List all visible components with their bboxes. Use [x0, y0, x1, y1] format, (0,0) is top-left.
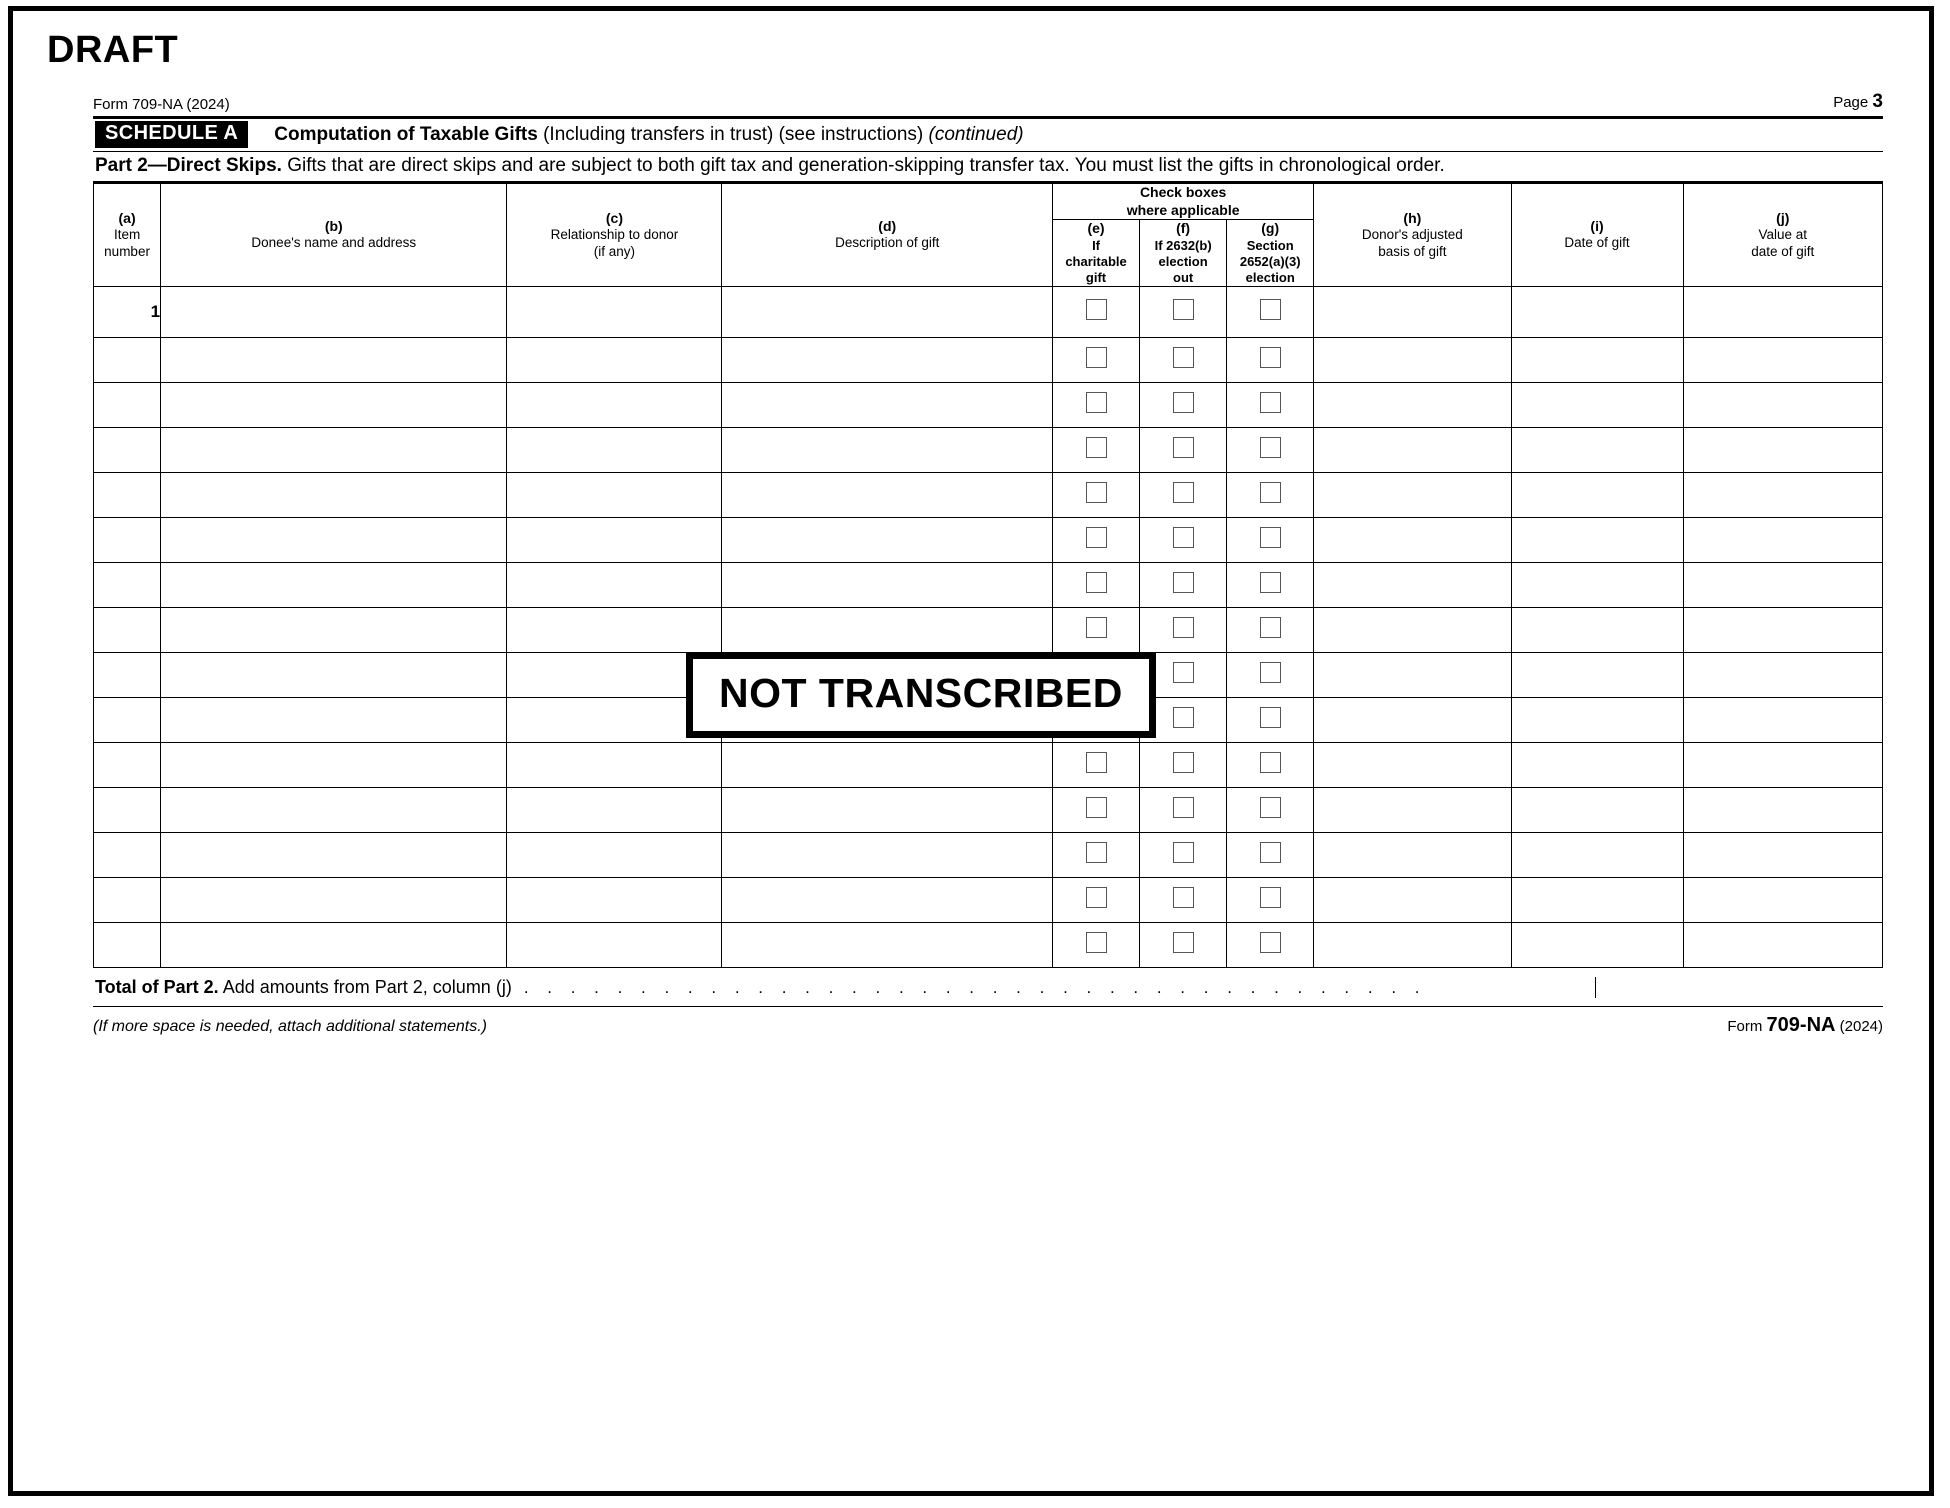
- footer-note: (If more space is needed, attach additional statements.): [93, 1018, 487, 1036]
- row-basis-field[interactable]: [1314, 878, 1511, 923]
- row-donee-field[interactable]: [161, 383, 507, 428]
- row-election-out-checkbox-cell[interactable]: [1140, 338, 1227, 383]
- col-header-a: [94, 184, 161, 287]
- table-body: [94, 287, 1883, 968]
- row-value-field[interactable]: [1683, 608, 1882, 653]
- row-basis-field[interactable]: [1314, 743, 1511, 788]
- col-letter-g: (g): [1261, 220, 1280, 236]
- row-section-election-checkbox-cell[interactable]: [1227, 923, 1314, 968]
- total-section: [93, 968, 1883, 1007]
- checkbox-election-out[interactable]: [1173, 299, 1194, 320]
- part2-label: Part 2—Direct Skips.: [95, 155, 282, 176]
- table-row: [94, 338, 1883, 383]
- row-item-number: [94, 653, 161, 698]
- row-section-election-checkbox-cell[interactable]: [1227, 653, 1314, 698]
- row-date-field[interactable]: [1511, 518, 1683, 563]
- row-value-field[interactable]: [1683, 878, 1882, 923]
- table-row: [94, 878, 1883, 923]
- checkbox-charitable[interactable]: [1086, 299, 1107, 320]
- row-donee-field[interactable]: [161, 518, 507, 563]
- checkbox-election-out[interactable]: [1173, 617, 1194, 638]
- row-date-field[interactable]: [1511, 923, 1683, 968]
- checkbox-charitable[interactable]: [1086, 932, 1107, 953]
- row-election-out-checkbox-cell[interactable]: [1140, 788, 1227, 833]
- row-item-number: [94, 878, 161, 923]
- form-reference: Form 709-NA (2024): [93, 96, 230, 113]
- col-letter-a: (a): [118, 209, 136, 226]
- row-basis-field[interactable]: [1314, 287, 1511, 338]
- checkbox-section-election[interactable]: [1260, 437, 1281, 458]
- row-donee-field[interactable]: [161, 608, 507, 653]
- draft-watermark: DRAFT: [47, 29, 179, 71]
- row-election-out-checkbox-cell[interactable]: [1140, 608, 1227, 653]
- row-relationship-field[interactable]: [507, 608, 722, 653]
- row-item-number: 1: [94, 287, 161, 338]
- checkbox-section-election[interactable]: [1260, 347, 1281, 368]
- row-donee-field[interactable]: [161, 653, 507, 698]
- checkbox-election-out[interactable]: [1173, 347, 1194, 368]
- col-header-f: [1140, 220, 1227, 287]
- checkbox-section-election[interactable]: [1260, 887, 1281, 908]
- table-row: [94, 473, 1883, 518]
- col-label-g: Section 2652(a)(3) election: [1239, 237, 1301, 285]
- row-relationship-field[interactable]: [507, 473, 722, 518]
- row-section-election-checkbox-cell[interactable]: [1227, 338, 1314, 383]
- col-letter-j: (j): [1776, 209, 1790, 226]
- row-charitable-checkbox-cell[interactable]: [1053, 473, 1140, 518]
- not-transcribed-stamp: NOT TRANSCRIBED: [686, 652, 1156, 738]
- row-item-number: [94, 743, 161, 788]
- row-charitable-checkbox-cell[interactable]: [1053, 428, 1140, 473]
- row-section-election-checkbox-cell[interactable]: [1227, 833, 1314, 878]
- schedule-title-continued: (continued): [928, 123, 1024, 145]
- footer-form-id: [1727, 1014, 1883, 1037]
- row-item-number: [94, 338, 161, 383]
- row-date-field[interactable]: [1511, 878, 1683, 923]
- row-charitable-checkbox-cell[interactable]: [1053, 878, 1140, 923]
- row-section-election-checkbox-cell[interactable]: [1227, 287, 1314, 338]
- row-donee-field[interactable]: [161, 833, 507, 878]
- checkbox-section-election[interactable]: [1260, 707, 1281, 728]
- checkbox-election-out[interactable]: [1173, 527, 1194, 548]
- row-section-election-checkbox-cell[interactable]: [1227, 518, 1314, 563]
- row-description-field[interactable]: [722, 287, 1053, 338]
- row-description-field[interactable]: [722, 608, 1053, 653]
- row-basis-field[interactable]: [1314, 428, 1511, 473]
- row-description-field[interactable]: [722, 788, 1053, 833]
- col-header-h: [1314, 184, 1511, 287]
- row-charitable-checkbox-cell[interactable]: [1053, 833, 1140, 878]
- col-letter-c: (c): [605, 209, 623, 226]
- row-item-number: [94, 428, 161, 473]
- col-label-j: Value at date of gift: [1751, 227, 1815, 259]
- checkbox-group-line1: Check boxes: [1139, 184, 1227, 200]
- row-value-field[interactable]: [1683, 563, 1882, 608]
- row-date-field[interactable]: [1511, 473, 1683, 518]
- row-charitable-checkbox-cell[interactable]: [1053, 923, 1140, 968]
- checkbox-section-election[interactable]: [1260, 392, 1281, 413]
- checkbox-charitable[interactable]: [1086, 617, 1107, 638]
- row-date-field[interactable]: [1511, 287, 1683, 338]
- row-item-number: [94, 698, 161, 743]
- page-frame: [8, 6, 1934, 1496]
- row-basis-field[interactable]: [1314, 608, 1511, 653]
- checkbox-charitable[interactable]: [1086, 842, 1107, 863]
- row-relationship-field[interactable]: [507, 428, 722, 473]
- row-item-number: [94, 383, 161, 428]
- schedule-title: [274, 124, 1023, 146]
- col-letter-i: (i): [1590, 217, 1604, 234]
- row-value-field[interactable]: [1683, 653, 1882, 698]
- checkbox-election-out[interactable]: [1173, 392, 1194, 413]
- table-row: [94, 608, 1883, 653]
- row-election-out-checkbox-cell[interactable]: [1140, 473, 1227, 518]
- row-value-field[interactable]: [1683, 473, 1882, 518]
- col-header-b: [161, 184, 507, 287]
- row-charitable-checkbox-cell[interactable]: [1053, 287, 1140, 338]
- checkbox-group-line2: where applicable: [1126, 201, 1240, 218]
- checkbox-section-election[interactable]: [1260, 662, 1281, 683]
- row-relationship-field[interactable]: [507, 878, 722, 923]
- row-item-number: [94, 833, 161, 878]
- checkbox-election-out[interactable]: [1173, 797, 1194, 818]
- col-label-d: Description of gift: [835, 235, 940, 251]
- row-value-field[interactable]: [1683, 698, 1882, 743]
- col-letter-e: (e): [1087, 220, 1105, 236]
- row-relationship-field[interactable]: [507, 383, 722, 428]
- checkbox-section-election[interactable]: [1260, 482, 1281, 503]
- row-value-field[interactable]: [1683, 428, 1882, 473]
- table-row: [94, 428, 1883, 473]
- checkbox-charitable[interactable]: [1086, 887, 1107, 908]
- row-relationship-field[interactable]: [507, 563, 722, 608]
- row-election-out-checkbox-cell[interactable]: [1140, 878, 1227, 923]
- form-footer: [93, 1007, 1883, 1037]
- col-label-h: Donor's adjusted basis of gift: [1361, 227, 1463, 259]
- row-date-field[interactable]: [1511, 743, 1683, 788]
- table-row: [94, 563, 1883, 608]
- row-description-field[interactable]: [722, 428, 1053, 473]
- row-date-field[interactable]: [1511, 338, 1683, 383]
- row-basis-field[interactable]: [1314, 698, 1511, 743]
- checkbox-charitable[interactable]: [1086, 752, 1107, 773]
- row-election-out-checkbox-cell[interactable]: [1140, 563, 1227, 608]
- row-election-out-checkbox-cell[interactable]: [1140, 383, 1227, 428]
- form-sheet: [93, 91, 1883, 1037]
- checkbox-group-header: [1053, 184, 1314, 220]
- col-label-e: If charitable gift: [1065, 237, 1127, 285]
- checkbox-section-election[interactable]: [1260, 572, 1281, 593]
- row-basis-field[interactable]: [1314, 788, 1511, 833]
- checkbox-charitable[interactable]: [1086, 437, 1107, 458]
- row-election-out-checkbox-cell[interactable]: [1140, 743, 1227, 788]
- checkbox-section-election[interactable]: [1260, 299, 1281, 320]
- row-relationship-field[interactable]: [507, 518, 722, 563]
- checkbox-election-out[interactable]: [1173, 932, 1194, 953]
- row-election-out-checkbox-cell[interactable]: [1140, 518, 1227, 563]
- row-election-out-checkbox-cell[interactable]: [1140, 833, 1227, 878]
- checkbox-election-out[interactable]: [1173, 437, 1194, 458]
- row-basis-field[interactable]: [1314, 473, 1511, 518]
- col-header-j: [1683, 184, 1882, 287]
- leader-dots: . . . . . . . . . . . . . . . . . . . . . . . . . . . . . . . . . . . . . . .: [523, 978, 1427, 998]
- total-amount-field[interactable]: [1595, 977, 1883, 998]
- row-section-election-checkbox-cell[interactable]: [1227, 698, 1314, 743]
- row-item-number: [94, 608, 161, 653]
- row-basis-field[interactable]: [1314, 338, 1511, 383]
- row-section-election-checkbox-cell[interactable]: [1227, 428, 1314, 473]
- checkbox-election-out[interactable]: [1173, 887, 1194, 908]
- row-value-field[interactable]: [1683, 923, 1882, 968]
- table-row: [94, 833, 1883, 878]
- row-date-field[interactable]: [1511, 383, 1683, 428]
- table-row: [94, 923, 1883, 968]
- row-election-out-checkbox-cell[interactable]: [1140, 428, 1227, 473]
- row-section-election-checkbox-cell[interactable]: [1227, 788, 1314, 833]
- col-label-f: If 2632(b) election out: [1154, 237, 1212, 285]
- row-value-field[interactable]: [1683, 743, 1882, 788]
- row-item-number: [94, 923, 161, 968]
- row-donee-field[interactable]: [161, 923, 507, 968]
- row-donee-field[interactable]: [161, 743, 507, 788]
- row-section-election-checkbox-cell[interactable]: [1227, 473, 1314, 518]
- col-letter-d: (d): [878, 217, 897, 234]
- direct-skips-table: [93, 183, 1883, 968]
- part2-instruction: [93, 152, 1883, 183]
- col-header-i: [1511, 184, 1683, 287]
- checkbox-section-election[interactable]: [1260, 617, 1281, 638]
- part2-text: Gifts that are direct skips and are subject to both gift tax and generation-skipping transfer tax. You must list the gifts in chronological order.: [287, 155, 1445, 176]
- col-letter-h: (h): [1403, 209, 1422, 226]
- row-date-field[interactable]: [1511, 788, 1683, 833]
- row-item-number: [94, 788, 161, 833]
- row-basis-field[interactable]: [1314, 383, 1511, 428]
- table-row: [94, 518, 1883, 563]
- checkbox-election-out[interactable]: [1173, 752, 1194, 773]
- checkbox-charitable[interactable]: [1086, 347, 1107, 368]
- checkbox-section-election[interactable]: [1260, 842, 1281, 863]
- total-label: [95, 977, 512, 998]
- checkbox-charitable[interactable]: [1086, 527, 1107, 548]
- checkbox-charitable[interactable]: [1086, 392, 1107, 413]
- row-value-field[interactable]: [1683, 833, 1882, 878]
- total-label-bold: Total of Part 2.: [95, 977, 219, 998]
- row-basis-field[interactable]: [1314, 833, 1511, 878]
- checkbox-section-election[interactable]: [1260, 797, 1281, 818]
- col-letter-f: (f): [1176, 220, 1191, 236]
- row-item-number: [94, 518, 161, 563]
- row-date-field[interactable]: [1511, 428, 1683, 473]
- row-relationship-field[interactable]: [507, 833, 722, 878]
- row-donee-field[interactable]: [161, 338, 507, 383]
- checkbox-election-out[interactable]: [1173, 662, 1194, 683]
- col-header-d: [722, 184, 1053, 287]
- table-header-row-1: [94, 184, 1883, 220]
- row-value-field[interactable]: [1683, 287, 1882, 338]
- row-item-number: [94, 473, 161, 518]
- table-row: [94, 287, 1883, 338]
- checkbox-section-election[interactable]: [1260, 527, 1281, 548]
- row-date-field[interactable]: [1511, 698, 1683, 743]
- row-donee-field[interactable]: [161, 698, 507, 743]
- row-charitable-checkbox-cell[interactable]: [1053, 338, 1140, 383]
- row-basis-field[interactable]: [1314, 923, 1511, 968]
- row-charitable-checkbox-cell[interactable]: [1053, 383, 1140, 428]
- row-donee-field[interactable]: [161, 428, 507, 473]
- total-label-rest: Add amounts from Part 2, column (j): [222, 977, 512, 998]
- row-donee-field[interactable]: [161, 287, 507, 338]
- col-label-i: Date of gift: [1564, 235, 1630, 251]
- footer-form-year: (2024): [1839, 1018, 1883, 1036]
- schedule-title-rest: (Including transfers in trust) (see instructions): [543, 123, 924, 145]
- row-relationship-field[interactable]: [507, 338, 722, 383]
- checkbox-election-out[interactable]: [1173, 707, 1194, 728]
- table-row: [94, 788, 1883, 833]
- col-header-c: [507, 184, 722, 287]
- row-charitable-checkbox-cell[interactable]: [1053, 608, 1140, 653]
- row-value-field[interactable]: [1683, 383, 1882, 428]
- page-number: 3: [1872, 91, 1883, 112]
- total-row: [93, 968, 1883, 1006]
- row-donee-field[interactable]: [161, 473, 507, 518]
- checkbox-charitable[interactable]: [1086, 797, 1107, 818]
- page-label: Page: [1833, 94, 1869, 111]
- col-label-b: Donee's name and address: [251, 235, 417, 251]
- row-description-field[interactable]: [722, 833, 1053, 878]
- row-description-field[interactable]: [722, 383, 1053, 428]
- checkbox-charitable[interactable]: [1086, 482, 1107, 503]
- schedule-tag: SCHEDULE A: [95, 121, 248, 148]
- row-date-field[interactable]: [1511, 608, 1683, 653]
- col-header-g: [1227, 220, 1314, 287]
- footer-form-prefix: Form: [1727, 1018, 1763, 1036]
- row-description-field[interactable]: [722, 473, 1053, 518]
- row-basis-field[interactable]: [1314, 563, 1511, 608]
- checkbox-election-out[interactable]: [1173, 572, 1194, 593]
- row-donee-field[interactable]: [161, 788, 507, 833]
- row-value-field[interactable]: [1683, 518, 1882, 563]
- row-election-out-checkbox-cell[interactable]: [1140, 287, 1227, 338]
- row-date-field[interactable]: [1511, 833, 1683, 878]
- row-section-election-checkbox-cell[interactable]: [1227, 563, 1314, 608]
- row-date-field[interactable]: [1511, 563, 1683, 608]
- row-description-field[interactable]: [722, 878, 1053, 923]
- schedule-header-bar: [93, 116, 1883, 152]
- row-description-field[interactable]: [722, 743, 1053, 788]
- row-value-field[interactable]: [1683, 338, 1882, 383]
- footer-form-name: 709-NA: [1766, 1014, 1836, 1037]
- row-charitable-checkbox-cell[interactable]: [1053, 743, 1140, 788]
- table-row: [94, 383, 1883, 428]
- row-charitable-checkbox-cell[interactable]: [1053, 563, 1140, 608]
- row-relationship-field[interactable]: [507, 923, 722, 968]
- row-charitable-checkbox-cell[interactable]: [1053, 788, 1140, 833]
- checkbox-election-out[interactable]: [1173, 482, 1194, 503]
- row-section-election-checkbox-cell[interactable]: [1227, 743, 1314, 788]
- schedule-title-bold: Computation of Taxable Gifts: [274, 123, 538, 145]
- row-description-field[interactable]: [722, 923, 1053, 968]
- row-description-field[interactable]: [722, 338, 1053, 383]
- row-basis-field[interactable]: [1314, 518, 1511, 563]
- checkbox-section-election[interactable]: [1260, 932, 1281, 953]
- row-relationship-field[interactable]: [507, 788, 722, 833]
- row-election-out-checkbox-cell[interactable]: [1140, 923, 1227, 968]
- checkbox-charitable[interactable]: [1086, 572, 1107, 593]
- row-section-election-checkbox-cell[interactable]: [1227, 383, 1314, 428]
- row-description-field[interactable]: [722, 518, 1053, 563]
- row-description-field[interactable]: [722, 563, 1053, 608]
- col-header-e: [1053, 220, 1140, 287]
- row-value-field[interactable]: [1683, 788, 1882, 833]
- row-section-election-checkbox-cell[interactable]: [1227, 878, 1314, 923]
- row-basis-field[interactable]: [1314, 653, 1511, 698]
- row-item-number: [94, 563, 161, 608]
- col-letter-b: (b): [324, 217, 343, 234]
- col-label-c: Relationship to donor (if any): [550, 227, 679, 259]
- row-donee-field[interactable]: [161, 563, 507, 608]
- form-topline: [93, 91, 1883, 116]
- table-row: [94, 743, 1883, 788]
- checkbox-section-election[interactable]: [1260, 752, 1281, 773]
- page-indicator: [1833, 91, 1883, 113]
- checkbox-election-out[interactable]: [1173, 842, 1194, 863]
- col-label-a: Item number: [104, 227, 150, 259]
- row-section-election-checkbox-cell[interactable]: [1227, 608, 1314, 653]
- row-relationship-field[interactable]: [507, 287, 722, 338]
- row-relationship-field[interactable]: [507, 743, 722, 788]
- row-date-field[interactable]: [1511, 653, 1683, 698]
- row-charitable-checkbox-cell[interactable]: [1053, 518, 1140, 563]
- row-donee-field[interactable]: [161, 878, 507, 923]
